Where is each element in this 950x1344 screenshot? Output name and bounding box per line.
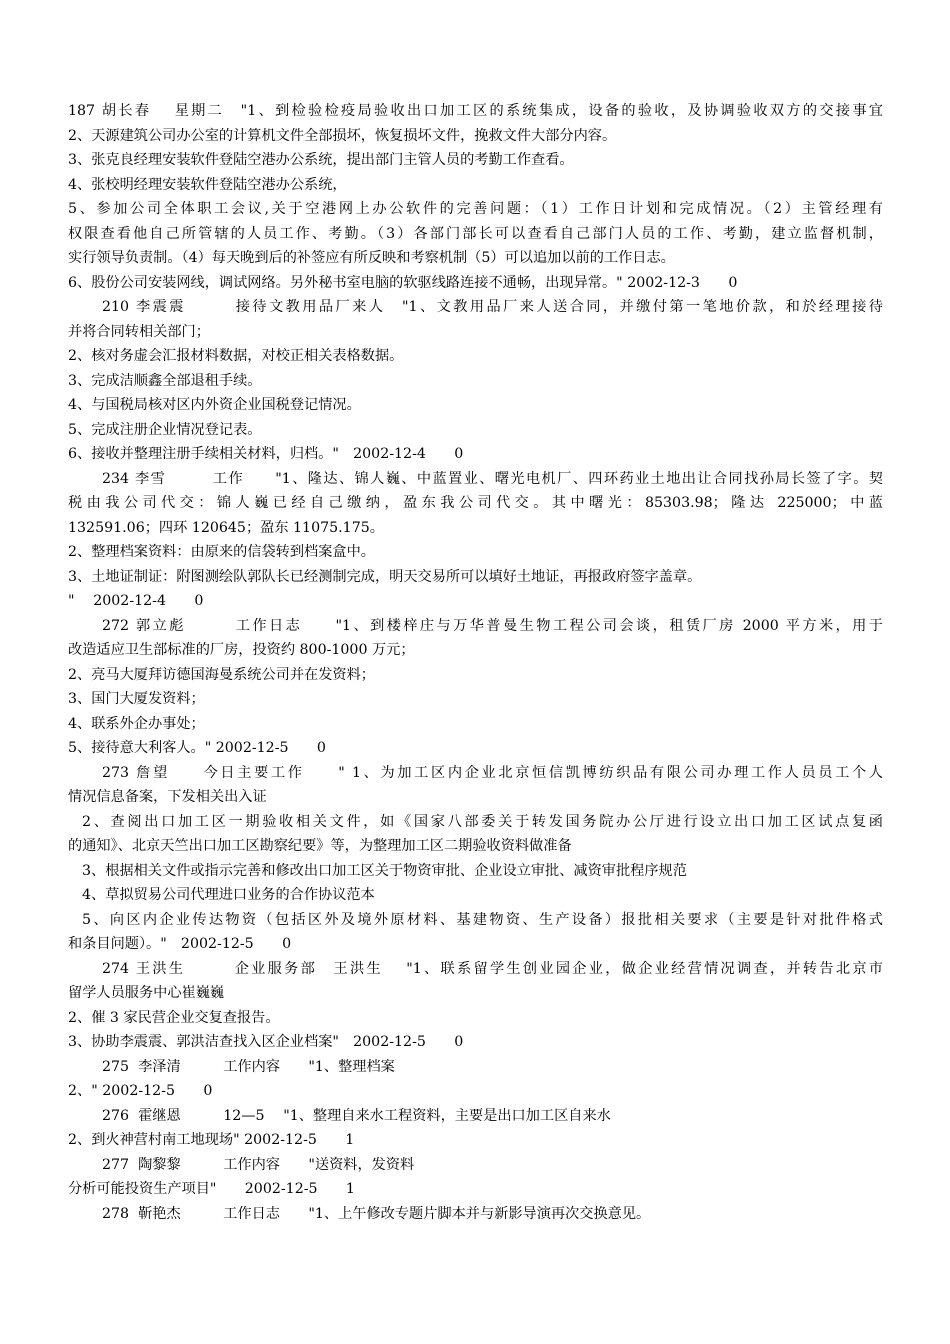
record-start-273: 273 詹望 今日主要工作 " 1、为加工区内企业北京恒信凯博纺织品有限公司办理工作人员员工个人 <box>102 764 883 781</box>
text-line: 2、催 3 家民营企业交复查报告。 <box>68 1009 280 1026</box>
text-line: 132591.06；四环 120645；盈东 11075.175。 <box>68 519 384 536</box>
text-line: 税由我公司代交：锦人巍已经自己缴纳，盈东我公司代交。其中曙光：85303.98；隆达 225000；中蓝 <box>68 495 883 511</box>
text-line: 2、亮马大厦拜访德国海曼系统公司并在发资料； <box>68 666 375 683</box>
text-line: 分析可能投资生产项目" 2002-12-5 1 <box>68 1181 355 1197</box>
text-line: 的通知》、北京天竺出口加工区勘察纪要》等，为整理加工区二期验收资料做准备 <box>68 838 572 854</box>
record-start-275: 275 李泽清 工作内容 "1、整理档案 <box>102 1058 395 1075</box>
text-line: 2、查阅出口加工区一期验收相关文件，如《国家八部委关于转发国务院办公厅进行设立出口加工区试点复函 <box>82 813 883 830</box>
text-line: 留学人员服务中心崔巍巍 <box>68 985 225 1001</box>
text-line: 2、核对务虚会汇报材料数据，对校正相关表格数据。 <box>68 348 404 364</box>
text-line: 改造适应卫生部标准的厂房，投资约 800-1000 万元； <box>68 642 415 658</box>
text-line: 实行领导负责制。（4）每天晚到后的补签应有所反映和考察机制（5）可以追加以前的工作日志。 <box>68 250 675 266</box>
text-line: " 2002-12-4 0 <box>68 593 204 609</box>
text-line: 6、接收并整理注册手续相关材料，归档。" 2002-12-4 0 <box>68 446 464 462</box>
text-line: 6、股份公司安装网线，调试网络。另外秘书室电脑的软驱线路连接不通畅，出现异常。" 2002-12-3 0 <box>68 274 738 291</box>
text-line: 2、整理档案资料：由原来的信袋转到档案盒中。 <box>68 544 375 560</box>
text-line: 4、与国税局核对区内外资企业国税登记情况。 <box>68 397 361 413</box>
text-line: 权限查看他自己所管辖的人员工作、考勤。（3）各部门部长可以查看自己部门人员的工作、考勤，建立监督机制， <box>68 225 883 242</box>
text-line: 4、联系外企办事处； <box>68 715 205 732</box>
text-line: 2、" 2002-12-5 0 <box>68 1083 213 1099</box>
text-line: 3、协助李震震、郭洪洁查找入区企业档案" 2002-12-5 0 <box>68 1034 464 1050</box>
record-start-278: 278 靳艳杰 工作日志 "1、上午修改专题片脚本并与新影导演再次交换意见。 <box>102 1205 651 1222</box>
text-line: 5、完成注册企业情况登记表。 <box>68 421 262 438</box>
text-line: 3、根据相关文件或指示完善和修改出口加工区关于物资审批、企业设立审批、减资审批程序规范 <box>82 862 687 879</box>
text-line: 3、土地证制证：附图测绘队郭队长已经测制完成，明天交易所可以填好土地证，再报政府签字盖章。 <box>68 568 702 585</box>
text-line: 情况信息备案，下发相关出入证 <box>68 789 267 805</box>
text-line: 3、完成洁顺鑫全部退租手续。 <box>68 372 262 389</box>
document-body <box>68 99 883 1226</box>
record-start-272: 272 郭立彪 工作日志 "1、到楼梓庄与万华普曼生物工程公司会谈，租赁厂房 2000 平方米，用于 <box>102 617 883 634</box>
text-line: 并将合同转相关部门； <box>68 323 210 340</box>
text-line: 3、张克良经理安装软件登陆空港办公系统，提出部门主管人员的考勤工作查看。 <box>68 152 574 168</box>
text-line: 和条目问题）。" 2002-12-5 0 <box>68 936 292 952</box>
text-line: 5、接待意大利客人。" 2002-12-5 0 <box>68 740 326 756</box>
record-start-276: 276 霍继恩 12—5 "1、整理自来水工程资料，主要是出口加工区自来水 <box>102 1107 611 1124</box>
text-line: 187 胡长春 星期二 "1、到检验检疫局验收出口加工区的系统集成，设备的验收，及协调验收双方的交接事宜 <box>68 103 883 119</box>
text-line: 4、张校明经理安装软件登陆空港办公系统， <box>68 176 347 193</box>
text-line: 3、国门大厦发资料； <box>68 691 205 707</box>
text-line: 4、草拟贸易公司代理进口业务的合作协议范本 <box>82 887 375 903</box>
record-start-234: 234 李雪 工作 "1、隆达、锦人巍、中蓝置业、曙光电机厂、四环药业土地出让合同找孙局长签了字。契 <box>102 470 883 487</box>
text-line: 2、到火神营村南工地现场" 2002-12-5 1 <box>68 1132 355 1148</box>
text-line: 2、天源建筑公司办公室的计算机文件全部损坏，恢复损坏文件，挽救文件大部分内容。 <box>68 127 617 144</box>
record-start-210: 210 李震震 接待文教用品厂来人 "1、文教用品厂来人送合同，并缴付第一笔地价款，和於经理接待 <box>102 299 883 315</box>
text-line: 5、向区内企业传达物资（包括区外及境外原材料、基建物资、生产设备）报批相关要求（主要是针对批件格式 <box>82 911 883 928</box>
text-line: 5、参加公司全体职工会议,关于空港网上办公软件的完善问题：（1）工作日计划和完成情况。（2）主管经理有 <box>68 201 883 217</box>
record-start-277: 277 陶黎黎 工作内容 "送资料，发资料 <box>102 1156 415 1173</box>
record-start-274: 274 王洪生 企业服务部 王洪生 "1、联系留学生创业园企业，做企业经营情况调查，并转告北京市 <box>102 960 883 977</box>
